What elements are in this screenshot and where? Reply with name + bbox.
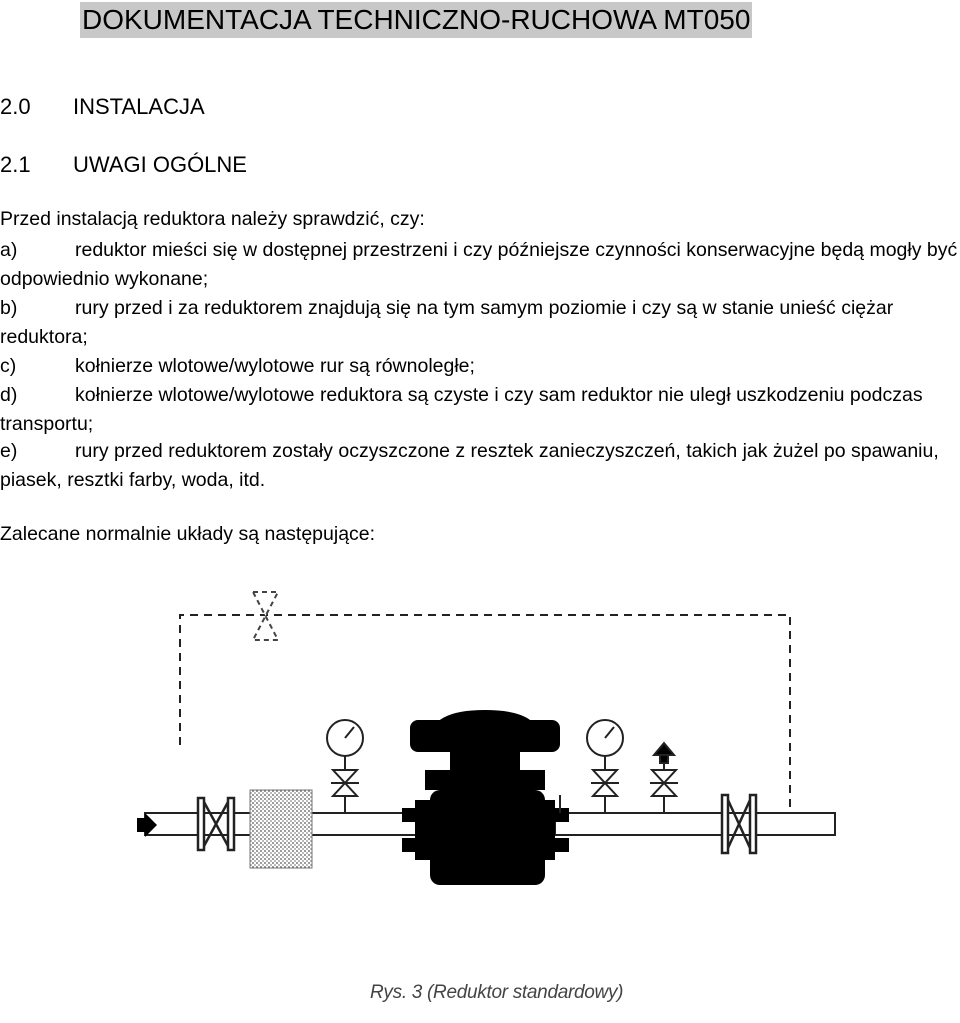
recommendation-paragraph: Zalecane normalnie układy są następujące: (0, 523, 376, 545)
list-item-e (0, 437, 960, 495)
inlet-pressure-gauge-icon (327, 720, 363, 813)
outlet-valve-icon (722, 795, 756, 853)
list-item-d (0, 381, 960, 439)
list-item-text: rury przed reduktorem zostały oczyszczone z resztek zanieczyszczeń, takich jak żużel po spawaniu, piasek, resztki farby, woda, itd. (0, 440, 939, 491)
subsection-number: 2.1 (0, 152, 31, 177)
reducer-installation-diagram (100, 570, 890, 1020)
outlet-pressure-gauge-icon (587, 720, 623, 813)
section-number: 2.0 (0, 94, 31, 119)
pressure-reducer-icon (402, 710, 569, 885)
section-heading (0, 94, 205, 120)
list-item-text: kołnierze wlotowe/wylotowe reduktora są czyste i czy sam reduktor nie uległ uszkodzeniu podczas transportu; (0, 384, 923, 435)
list-item-c (0, 352, 960, 381)
section-label: INSTALACJA (73, 94, 205, 119)
filter-icon (250, 790, 312, 868)
subsection-label: UWAGI OGÓLNE (73, 152, 247, 177)
list-item-text: kołnierze wlotowe/wylotowe rur są równoległe; (75, 355, 475, 377)
list-item-label: a) (0, 239, 18, 261)
list-item-text: reduktor mieści się w dostępnej przestrzeni i czy późniejsze czynności konserwacyjne będą mogły być odpowiednio wykonane; (0, 239, 958, 290)
intro-paragraph: Przed instalacją reduktora należy sprawdzić, czy: (0, 208, 425, 230)
list-item-b (0, 294, 960, 352)
list-item-label: d) (0, 384, 18, 406)
list-item-label: b) (0, 297, 18, 319)
document-title: DOKUMENTACJA TECHNICZNO-RUCHOWA MT050 (80, 2, 752, 38)
list-item-label: c) (0, 355, 17, 377)
safety-valve-icon (650, 743, 678, 813)
list-item-text: rury przed i za reduktorem znajdują się na tym samym poziomie i czy są w stanie unieść ciężar reduktora; (0, 297, 894, 348)
figure-caption: Rys. 3 (Reduktor standardowy) (370, 982, 624, 1003)
subsection-heading (0, 152, 247, 178)
list-item-label: e) (0, 440, 18, 462)
inlet-valve-icon (198, 798, 234, 850)
list-item-a (0, 236, 960, 294)
